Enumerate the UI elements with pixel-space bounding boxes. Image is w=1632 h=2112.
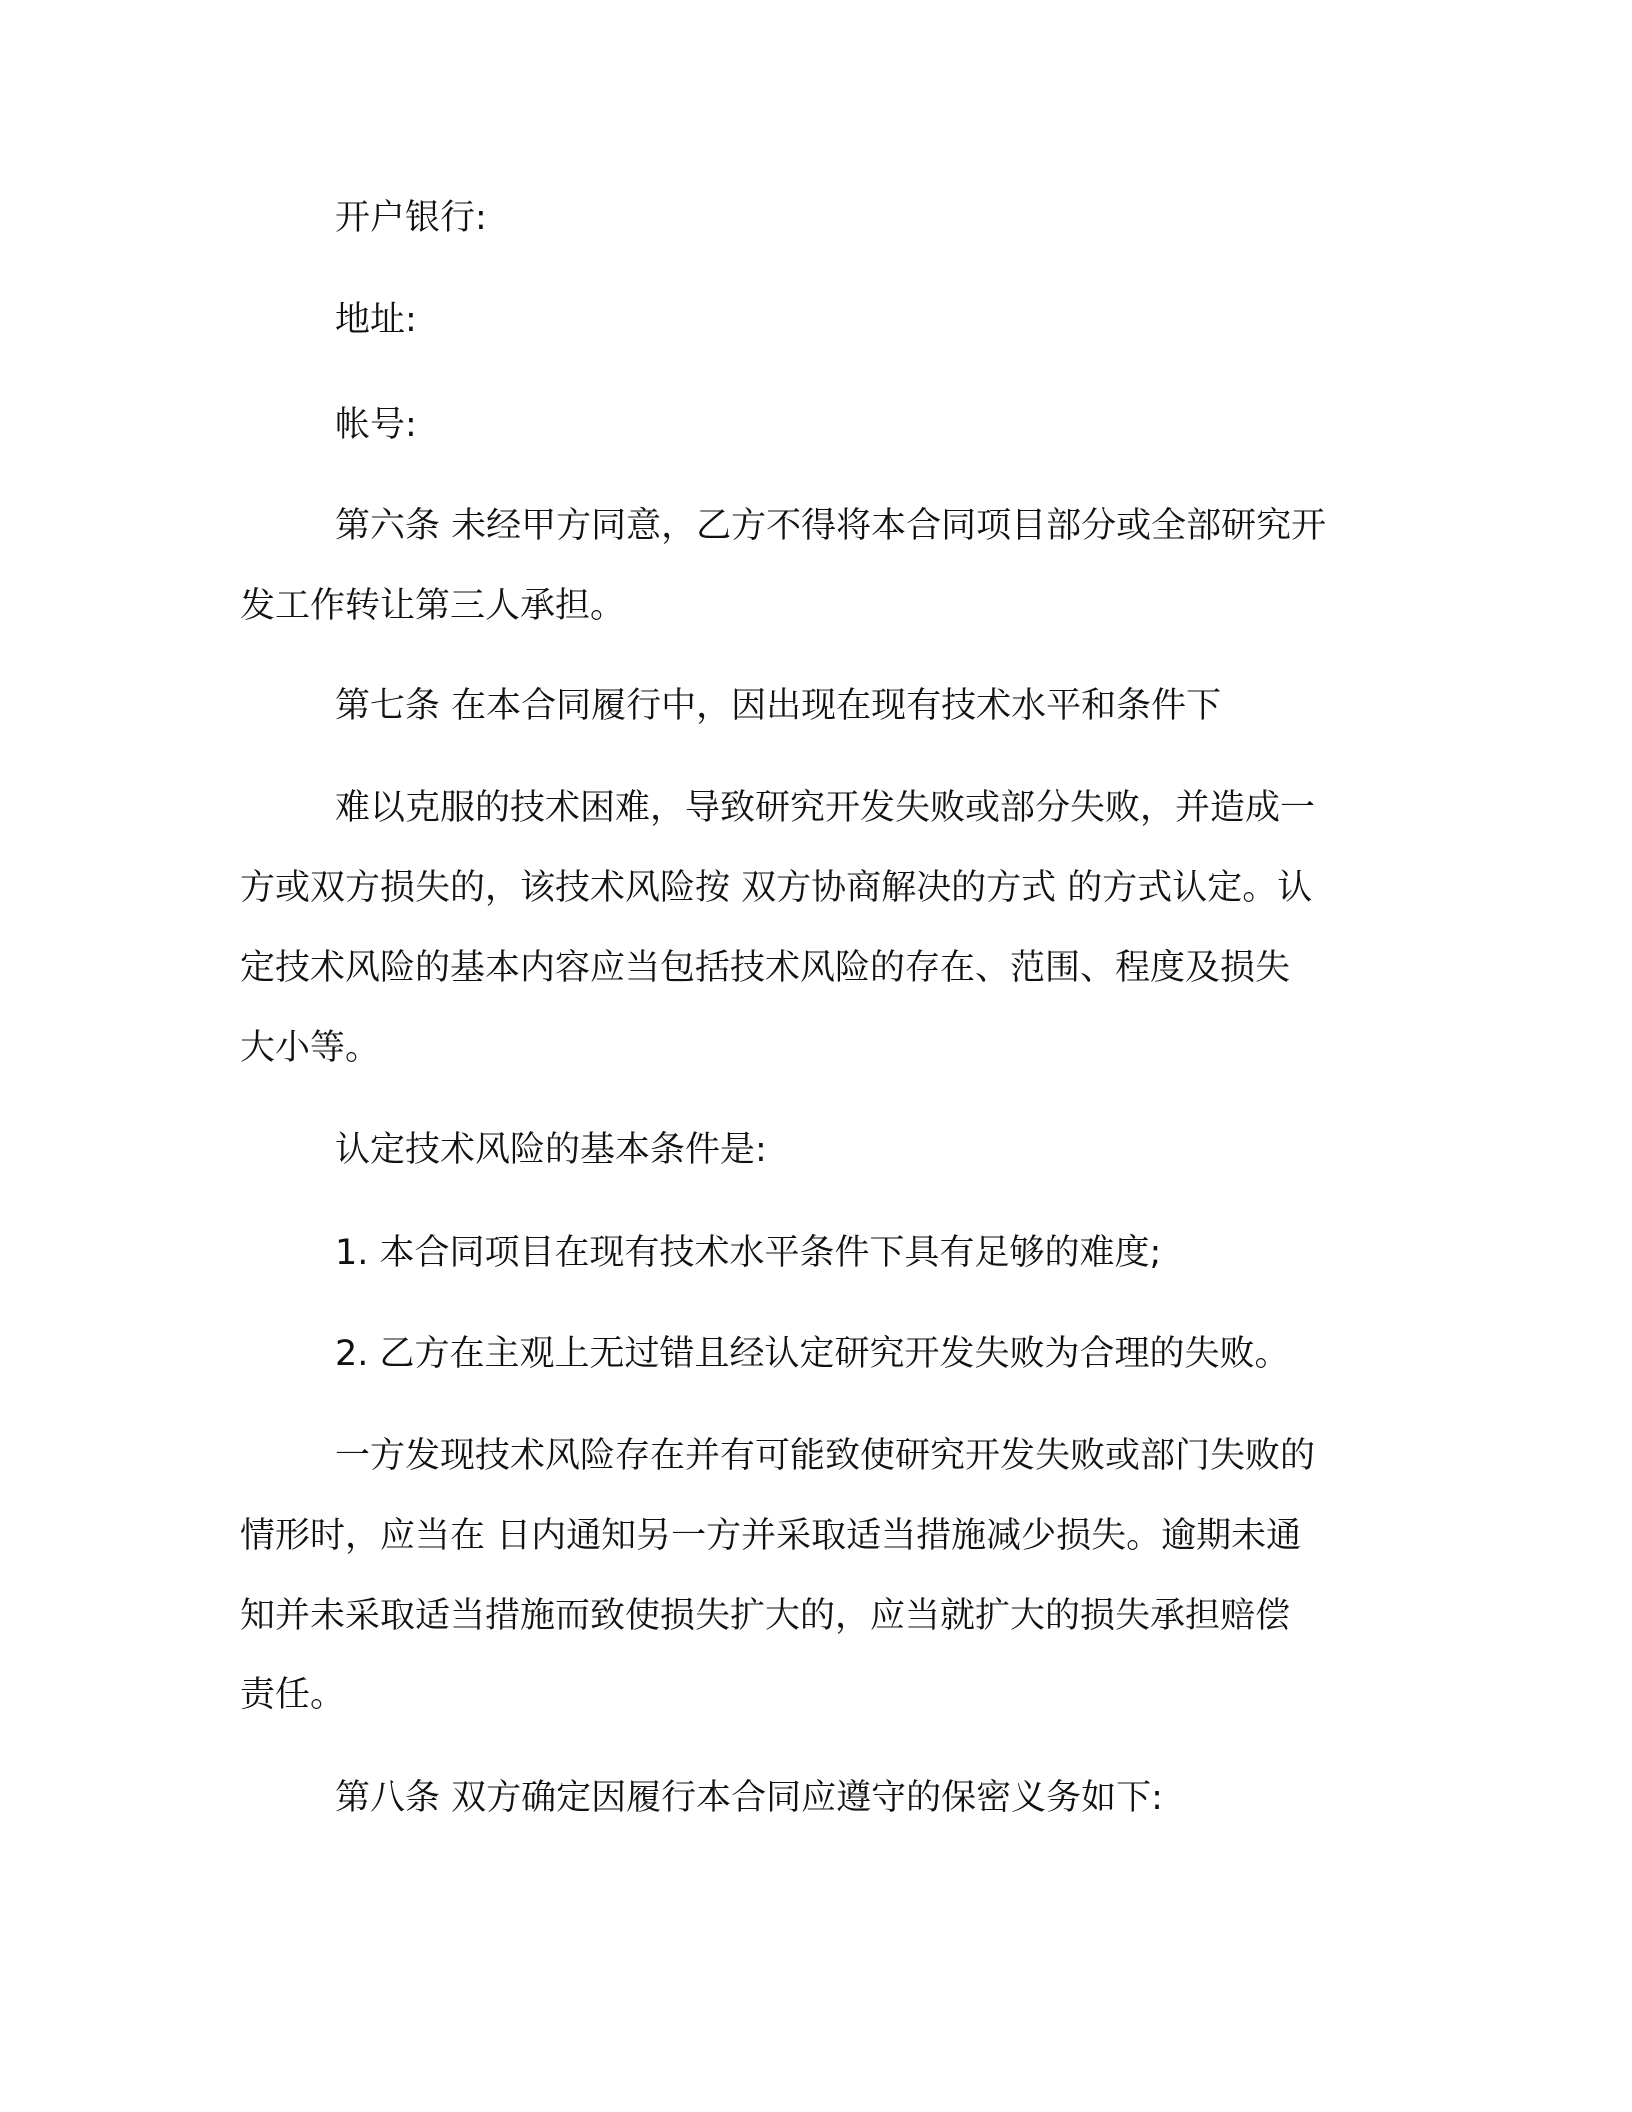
- article-7-line-4: 定技术风险的基本内容应当包括技术风险的存在、范围、程度及损失: [240, 948, 1291, 988]
- risk-condition-1: 1. 本合同项目在现有技术水平条件下具有足够的难度;: [335, 1233, 1162, 1273]
- bank-label: 开户银行:: [335, 198, 487, 238]
- article-7-line-3: 方或双方损失的，该技术风险按 双方协商解决的方式 的方式认定。认: [240, 868, 1313, 908]
- article-6-line-1: 第六条 未经甲方同意，乙方不得将本合同项目部分或全部研究开: [335, 506, 1327, 546]
- address-label: 地址:: [335, 300, 417, 340]
- risk-notice-line-3: 知并未采取适当措施而致使损失扩大的，应当就扩大的损失承担赔偿: [240, 1596, 1291, 1636]
- risk-notice-line-1: 一方发现技术风险存在并有可能致使研究开发失败或部门失败的: [335, 1436, 1316, 1476]
- article-7-line-2: 难以克服的技术困难，导致研究开发失败或部分失败，并造成一: [335, 788, 1316, 828]
- article-8-line-1: 第八条 双方确定因履行本合同应遵守的保密义务如下:: [335, 1778, 1163, 1818]
- risk-condition-2: 2. 乙方在主观上无过错且经认定研究开发失败为合理的失败。: [335, 1334, 1290, 1374]
- risk-notice-line-2: 情形时，应当在 日内通知另一方并采取适当措施减少损失。逾期未通: [240, 1516, 1302, 1556]
- risk-notice-line-4: 责任。: [240, 1675, 346, 1715]
- article-6-line-2: 发工作转让第三人承担。: [240, 586, 626, 626]
- account-label: 帐号:: [335, 405, 417, 445]
- article-7-line-1: 第七条 在本合同履行中，因出现在现有技术水平和条件下: [335, 686, 1222, 726]
- risk-conditions-heading: 认定技术风险的基本条件是:: [335, 1130, 767, 1170]
- article-7-line-5: 大小等。: [240, 1028, 381, 1068]
